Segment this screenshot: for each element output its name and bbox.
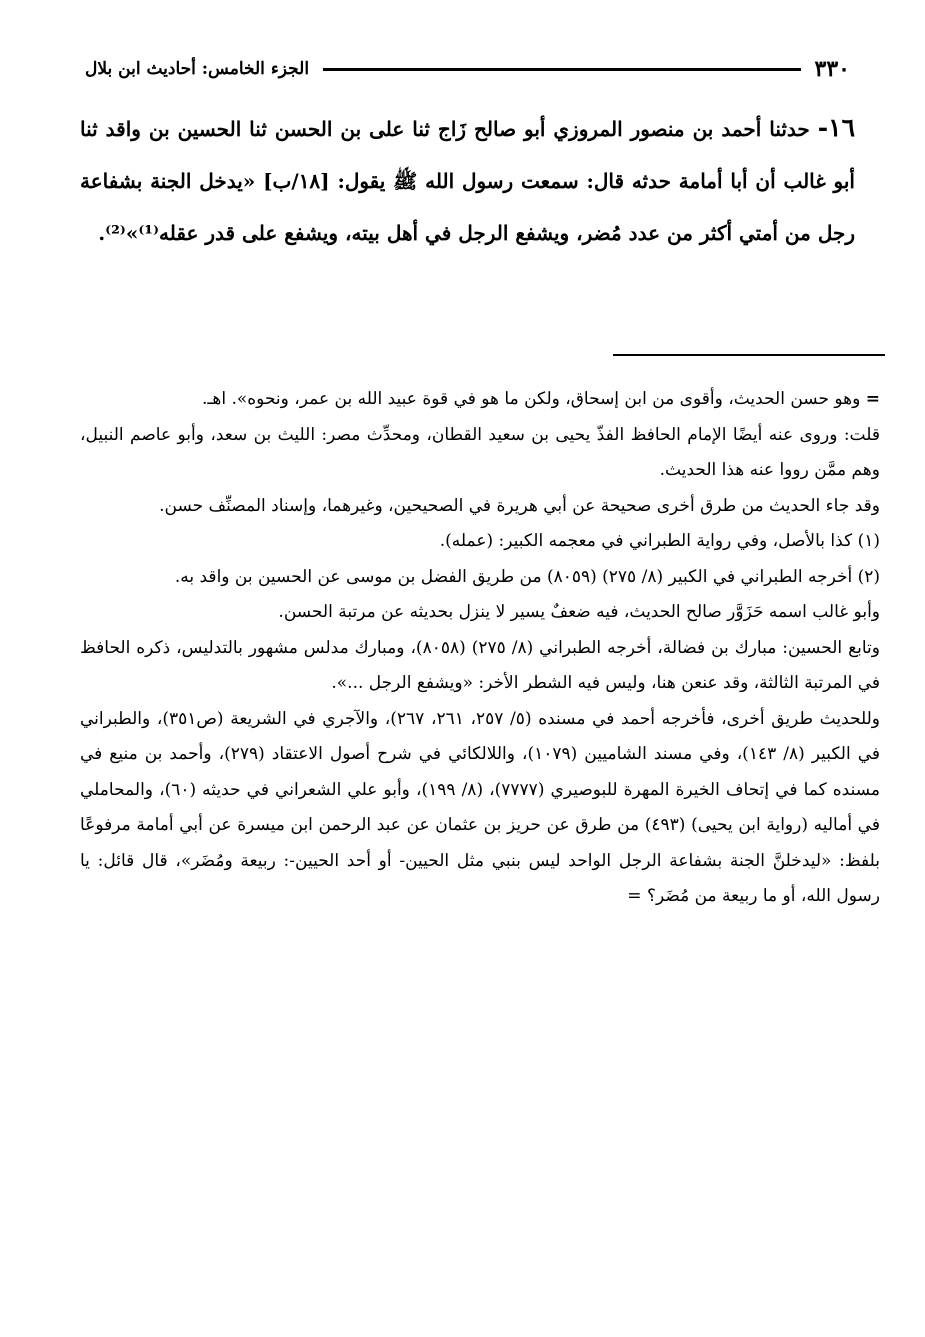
footnote-continuation bbox=[80, 382, 880, 418]
footnote-paragraph: وقد جاء الحديث من طرق أخرى صحيحة عن أبي هريرة في الصحيحين، وغيرهما، وإسناد المصنِّف حسن. bbox=[159, 495, 880, 516]
header-rule bbox=[323, 68, 800, 71]
hadith-body: حدثنا أحمد بن منصور المروزي أبو صالح زَاج ثنا على بن الحسن ثنا الحسين بن واقد ثنا أبو غالب أن أبا أمامة حدثه قال: سمعت رسول الله ﷺ يقول: [١٨/ب] «يدخل الجنة بشفاعة رجل من أمتي أكثر من عدد مُضر، ويشفع الرجل في أهل بيته، ويشفع على قدر عقله⁽¹⁾»⁽²⁾. bbox=[80, 117, 855, 245]
continuation-text: وهو حسن الحديث، وأقوى من ابن إسحاق، ولكن ما هو في قوة عبيد الله بن عمر، ونحوه». اهـ. bbox=[201, 389, 861, 409]
footnote-separator bbox=[613, 354, 885, 356]
footnote-paragraph: وللحديث طريق أخرى، فأخرجه أحمد في مسنده (٥/ ٢٥٧، ٢٦١، ٢٦٧)، والآجري في الشريعة (ص٣٥١)، والطبراني في الكبير (٨/ ١٤٣)، وفي مسند الشاميين (١٠٧٩)، واللالكائي في شرح أصول الاعتقاد (٢٧٩)، وأحمد بن منيع في مسنده كما في إتحاف الخيرة المهرة للبوصيري (٧٧٧٧)، (٨/ ١٩٩)، وأبو علي الشعراني في حديثه (٦٠)، والمحاملي في أماليه (رواية ابن يحيى) (٤٩٣) من طرق عن حريز بن عثمان عن عبد الرحمن ابن ميسرة عن أبي أمامة مرفوعًا بلفظ: «ليدخلنَّ الجنة بشفاعة الرجل الواحد ليس بنبي مثل الحيين- أو أحد الحيين-: ربيعة ومُضَر»، قال قائل: يا رسول الله، أو ما ربيعة من مُضَر؟ = bbox=[80, 708, 881, 906]
page-number: ٣٣٠ bbox=[814, 56, 850, 82]
footnote-2: (٢) أخرجه الطبراني في الكبير (٨/ ٢٧٥) (٨٠٥٩) من طريق الفضل بن موسى عن الحسين بن واقد به. bbox=[174, 566, 880, 587]
footnote-paragraph: وأبو غالب اسمه حَزَوَّر صالح الحديث، فيه ضعفٌ يسير لا ينزل بحديثه عن مرتبة الحسن. bbox=[278, 602, 880, 622]
hadith-number: ١٦- bbox=[817, 113, 856, 142]
footnote-1: (١) كذا بالأصل، وفي رواية الطبراني في معجمه الكبير: (عمله). bbox=[439, 531, 880, 551]
footnote-paragraph: قلت: وروى عنه أيضًا الإمام الحافظ الفذّ يحيى بن سعيد القطان، ومحدِّث مصر: الليث بن سعد، وأبو عاصم النبيل، وهم ممَّن رووا عنه هذا الحديث. bbox=[80, 424, 880, 480]
footnotes bbox=[80, 382, 880, 915]
hadith-text bbox=[80, 102, 855, 259]
continuation-mark: = bbox=[865, 389, 880, 409]
footnote-paragraph: وتابع الحسين: مبارك بن فضالة، أخرجه الطبراني (٨/ ٢٧٥) (٨٠٥٨)، ومبارك مدلس مشهور بالتدليس، ذكره الحافظ في المرتبة الثالثة، وقد عنعن هنا، وليس فيه الشطر الأخر: «ويشفع الرجل ...». bbox=[80, 637, 880, 693]
running-title: الجزء الخامس: أحاديث ابن بلال bbox=[85, 59, 310, 79]
page-header bbox=[85, 52, 850, 86]
